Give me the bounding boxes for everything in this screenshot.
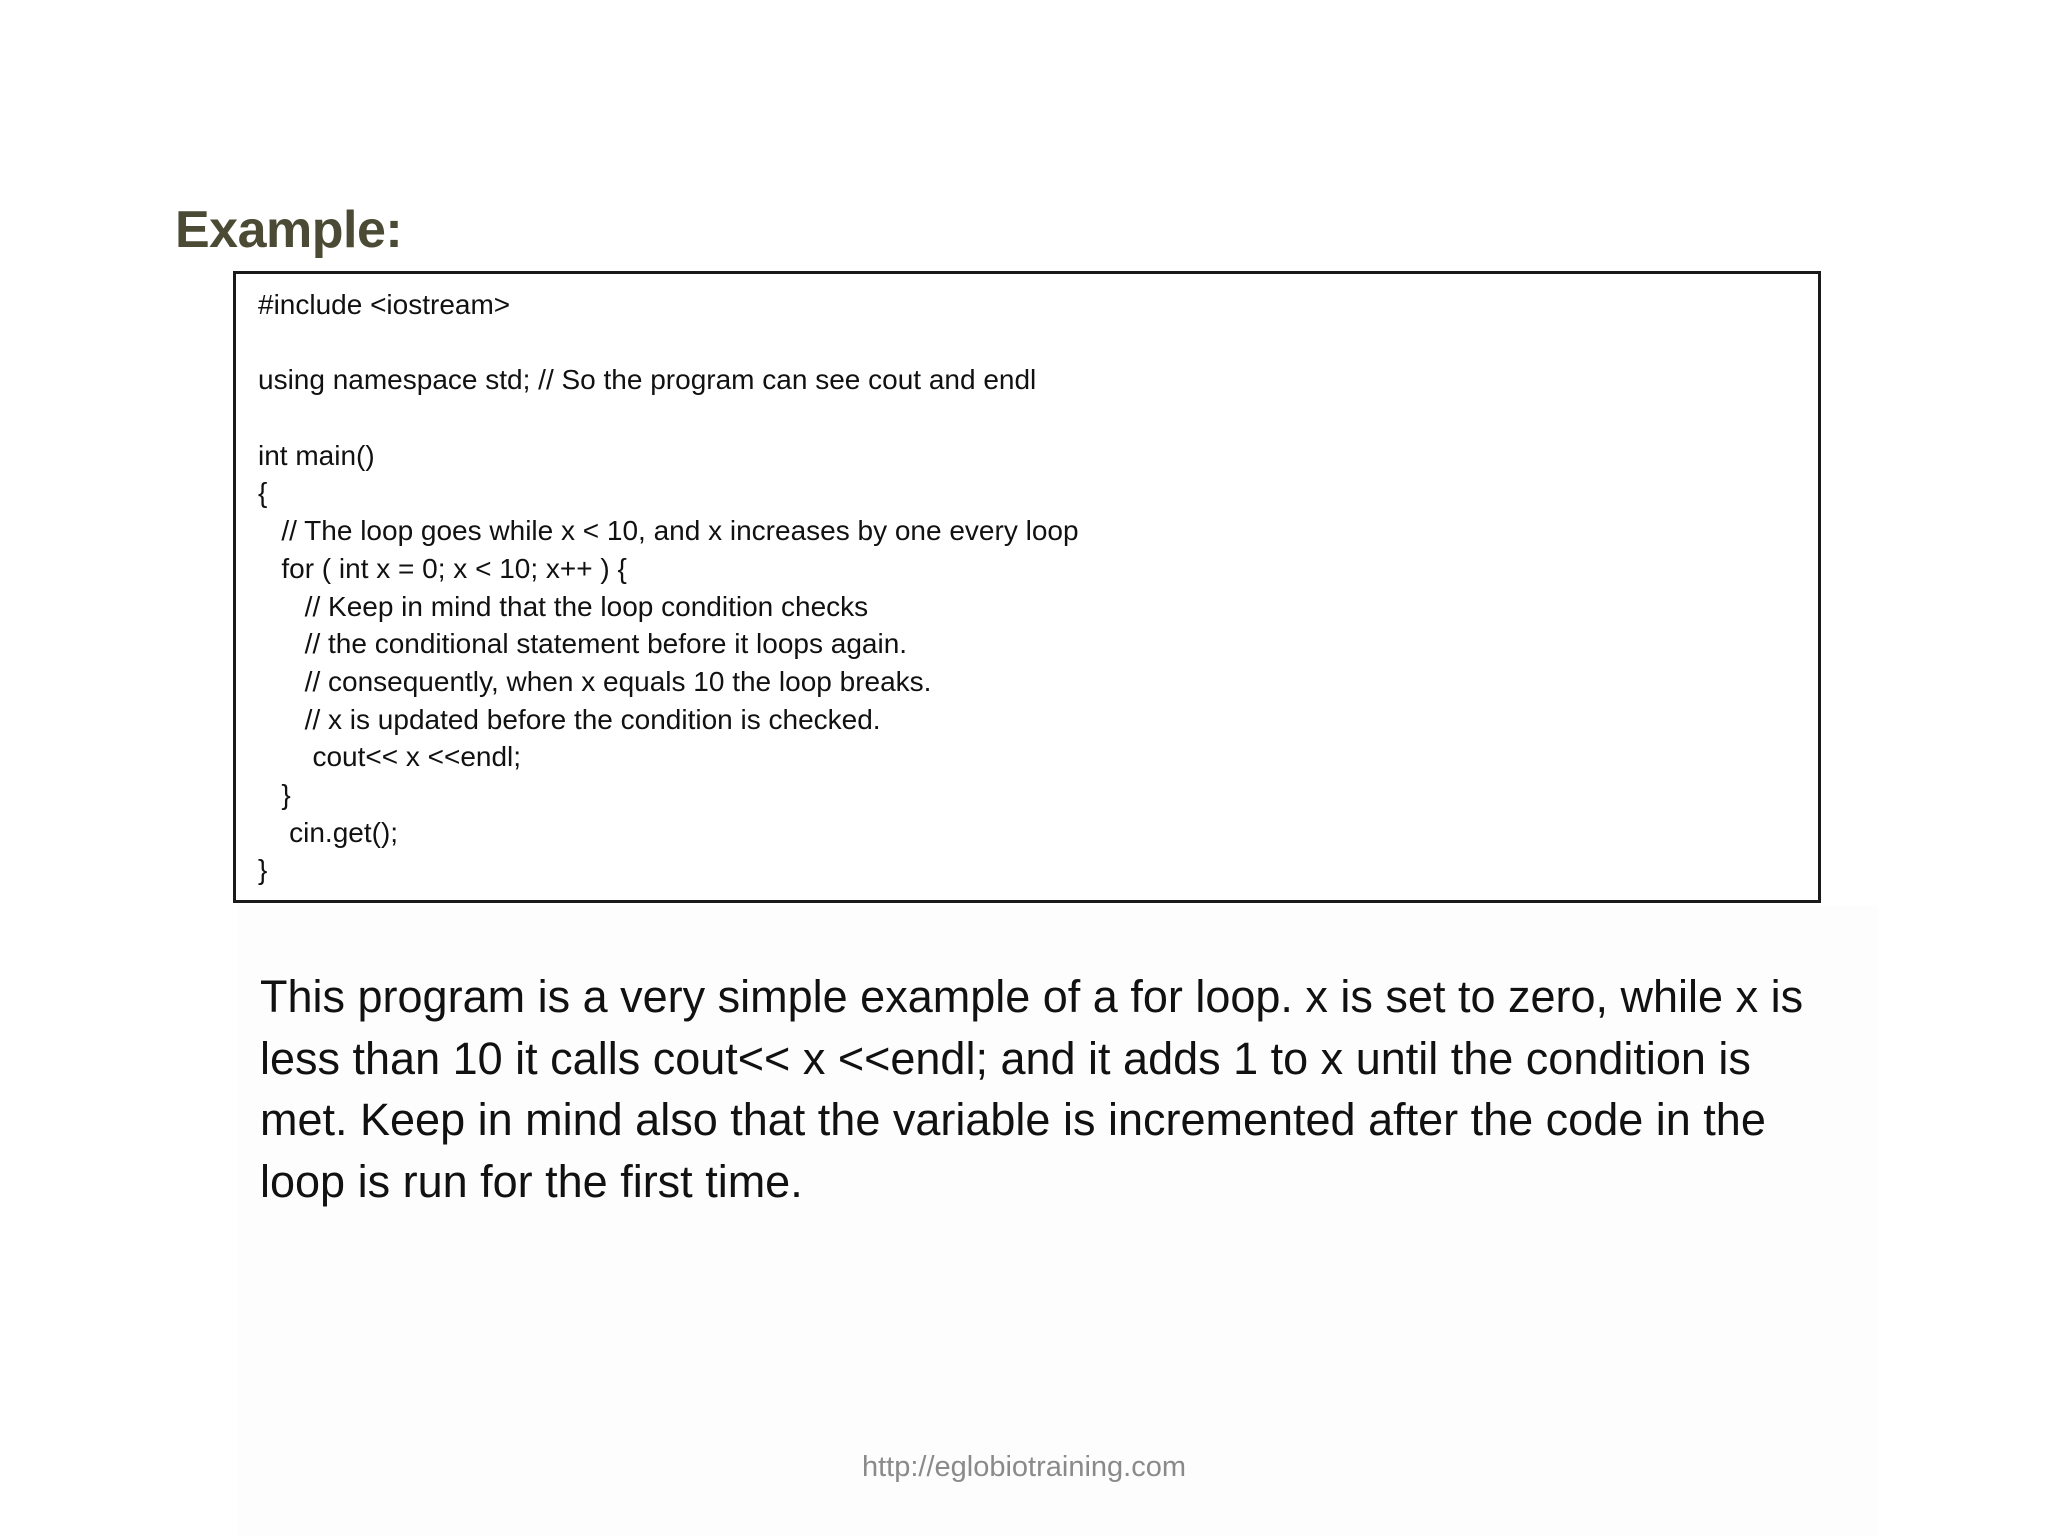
code-line <box>258 399 1079 437</box>
code-line: // x is updated before the condition is checked. <box>258 703 881 735</box>
code-line: cin.get(); <box>258 816 399 848</box>
slide-heading: Example: <box>175 201 403 259</box>
footer-url-link[interactable]: http://eglobiotraining.com <box>861 1451 1187 1483</box>
code-line: // consequently, when x equals 10 the loop breaks. <box>258 665 932 697</box>
code-line: #include <iostream> <box>258 289 511 320</box>
code-line <box>258 324 1079 362</box>
code-line: } <box>258 778 291 810</box>
code-line: cout<< x <<endl; <box>258 741 522 773</box>
code-line: { <box>258 477 268 509</box>
code-line: // Keep in mind that the loop condition checks <box>258 590 869 622</box>
code-box <box>233 271 1821 903</box>
code-line: // The loop goes while x < 10, and x increases by one every loop <box>258 515 1079 547</box>
code-line: using namespace std; // So the program can see cout and endl <box>258 364 1037 396</box>
code-line: } <box>258 854 268 886</box>
code-line: for ( int x = 0; x < 10; x++ ) { <box>258 552 627 584</box>
code-line: // the conditional statement before it loops again. <box>258 628 908 660</box>
description-paragraph: This program is a very simple example of a for loop. x is set to zero, while x is less than 10 it calls cout<< x <<endl; and it adds 1 to x until the condition is met. Keep in mind also that the variable is incremented after the code in the loop is run for the first time. <box>260 971 1804 1207</box>
code-line: int main() <box>258 439 375 471</box>
code-listing <box>258 286 1079 889</box>
